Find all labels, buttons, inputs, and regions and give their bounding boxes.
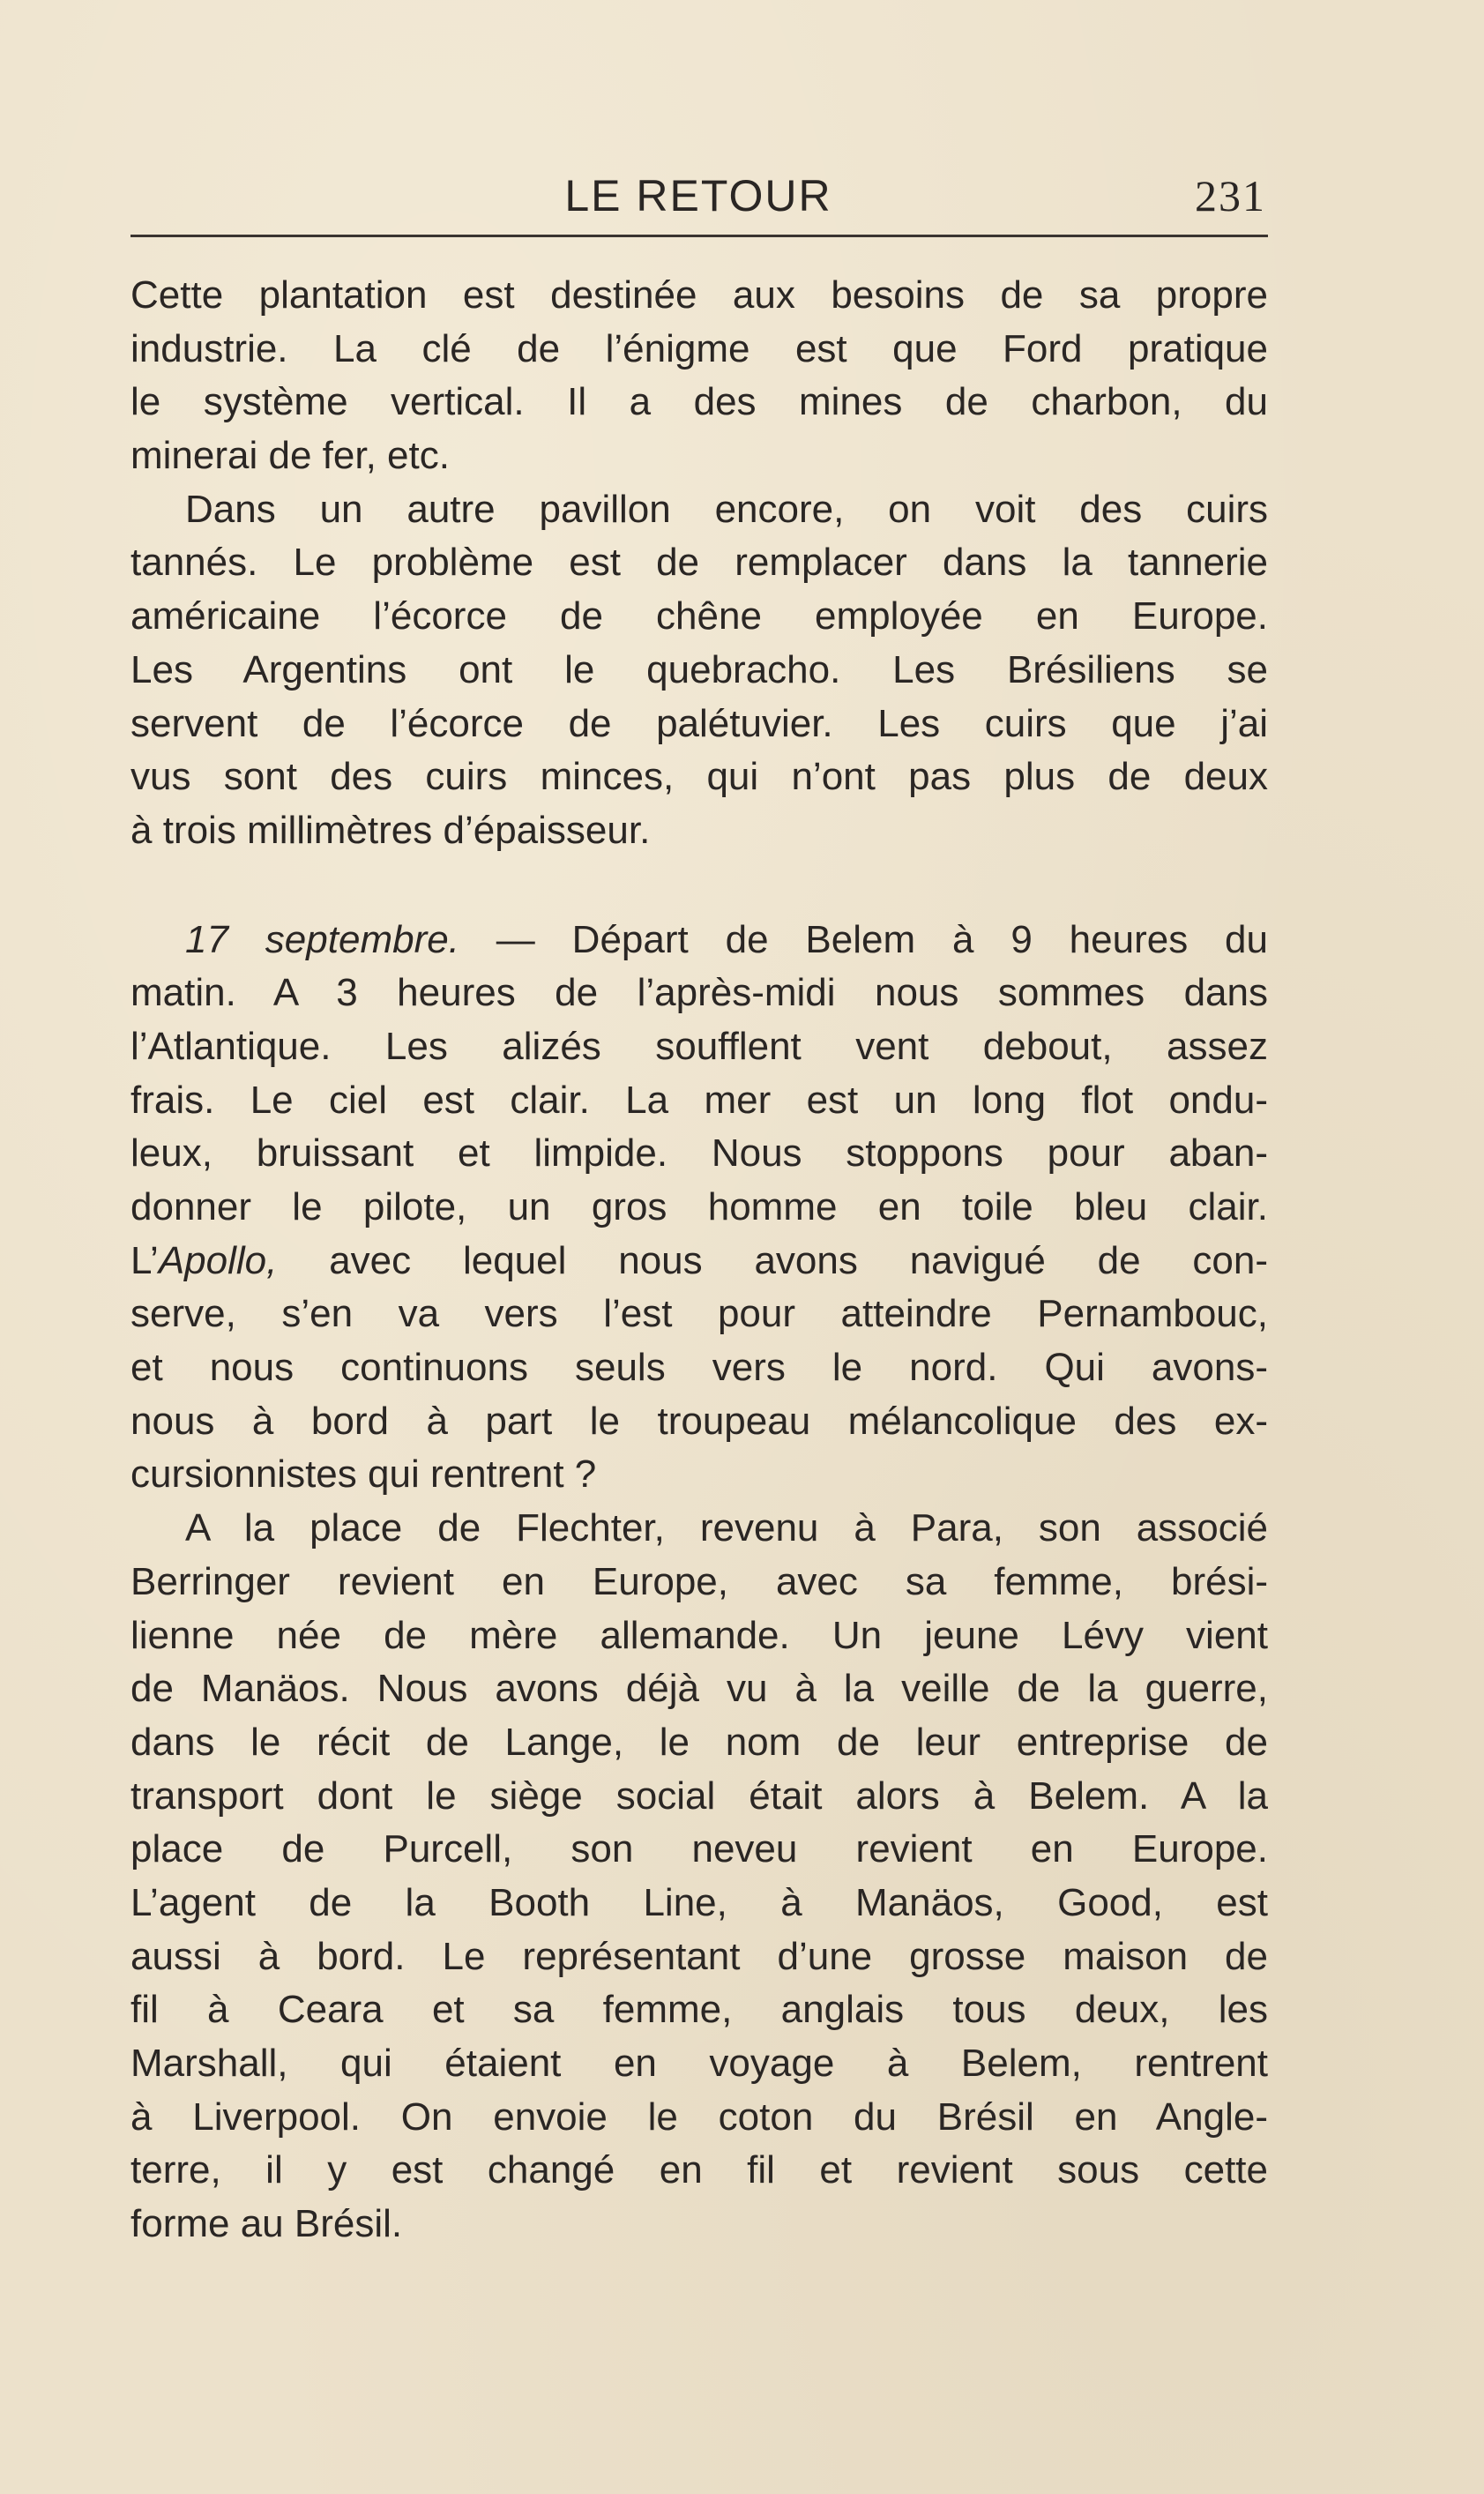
- text-line: à Liverpool. On envoie le coton du Brésil en Angle-: [131, 2095, 1268, 2139]
- text-line: de Manäos. Nous avons déjà vu à la veille de la guerre,: [131, 1667, 1268, 1711]
- text-line: frais. Le ciel est clair. La mer est un long flot ondu-: [131, 1078, 1268, 1122]
- header-rule: [131, 235, 1268, 237]
- text-line: et nous continuons seuls vers le nord. Qui avons-: [131, 1346, 1268, 1390]
- text-line: Marshall, qui étaient en voyage à Belem, rentrent: [131, 2042, 1268, 2085]
- text-line: minerai de fer, etc.: [131, 434, 450, 478]
- text-line: nous à bord à part le troupeau mélancolique des ex-: [131, 1399, 1268, 1443]
- text-line: américaine l’écorce de chêne employée en Europe.: [131, 594, 1268, 638]
- text-line: transport dont le siège social était alors à Belem. A la: [131, 1773, 1268, 1818]
- text-line: vus sont des cuirs minces, qui n’ont pas plus de deux: [131, 755, 1268, 799]
- text-line: serve, s’en va vers l’est pour atteindre Pernambouc,: [131, 1292, 1268, 1336]
- text-line: Cette plantation est destinée aux besoins de sa propre: [131, 273, 1268, 317]
- text-line: lienne née de mère allemande. Un jeune Lévy vient: [131, 1613, 1268, 1657]
- text-line: industrie. La clé de l’énigme est que Ford pratique: [131, 326, 1268, 370]
- text-fragment: — Départ de Belem à 9 heures du: [496, 917, 1268, 961]
- text-line: servent de l’écorce de palétuvier. Les cuirs que j’ai: [131, 701, 1268, 745]
- ship-name: Apollo,: [158, 1238, 278, 1282]
- paragraph-gap: [131, 858, 1268, 914]
- text-line: l’Atlantique. Les alizés soufflent vent debout, assez: [131, 1024, 1268, 1068]
- text-line: le système vertical. Il a des mines de charbon, du: [131, 380, 1268, 424]
- text-line: Dans un autre pavillon encore, on voit des cuirs: [185, 487, 1268, 531]
- text-line: fil à Ceara et sa femme, anglais tous deux, les: [131, 1988, 1268, 2032]
- text-line: matin. A 3 heures de l’après-midi nous sommes dans: [131, 971, 1268, 1015]
- text-line: A la place de Flechter, revenu à Para, son associé: [185, 1506, 1268, 1550]
- text-line: dans le récit de Lange, le nom de leur entreprise de: [131, 1720, 1268, 1764]
- text-line: L’agent de la Booth Line, à Manäos, Good, est: [131, 1880, 1268, 1924]
- running-title: LE RETOUR: [564, 171, 832, 220]
- text-fragment: L’: [131, 1238, 159, 1282]
- date-heading: 17 septembre.: [185, 917, 459, 961]
- text-line: à trois millimètres d’épaisseur.: [131, 808, 651, 852]
- text-line: Berringer revient en Europe, avec sa femme, brési-: [131, 1559, 1268, 1603]
- text-line: leux, bruissant et limpide. Nous stoppons pour aban-: [131, 1131, 1268, 1176]
- page-number: 231: [1195, 171, 1266, 220]
- text-fragment: avec lequel nous avons navigué de con-: [277, 1238, 1268, 1282]
- body-text: [131, 269, 1268, 2251]
- text-line-apollo: [131, 1235, 1268, 1288]
- text-line: cursionnistes qui rentrent ?: [131, 1452, 597, 1497]
- text-line: forme au Brésil.: [131, 2202, 403, 2246]
- text-line: donner le pilote, un gros homme en toile bleu clair.: [131, 1185, 1268, 1228]
- text-line-dated: [131, 914, 1268, 967]
- text-line: place de Purcell, son neveu revient en Europe.: [131, 1827, 1268, 1871]
- text-line: tannés. Le problème est de remplacer dans la tannerie: [131, 541, 1268, 585]
- running-head: [131, 161, 1266, 231]
- text-line: Les Argentins ont le quebracho. Les Brésiliens se: [131, 647, 1268, 691]
- text-line: aussi à bord. Le représentant d’une grosse maison de: [131, 1934, 1268, 1978]
- text-line: terre, il y est changé en fil et revient sous cette: [131, 2148, 1268, 2192]
